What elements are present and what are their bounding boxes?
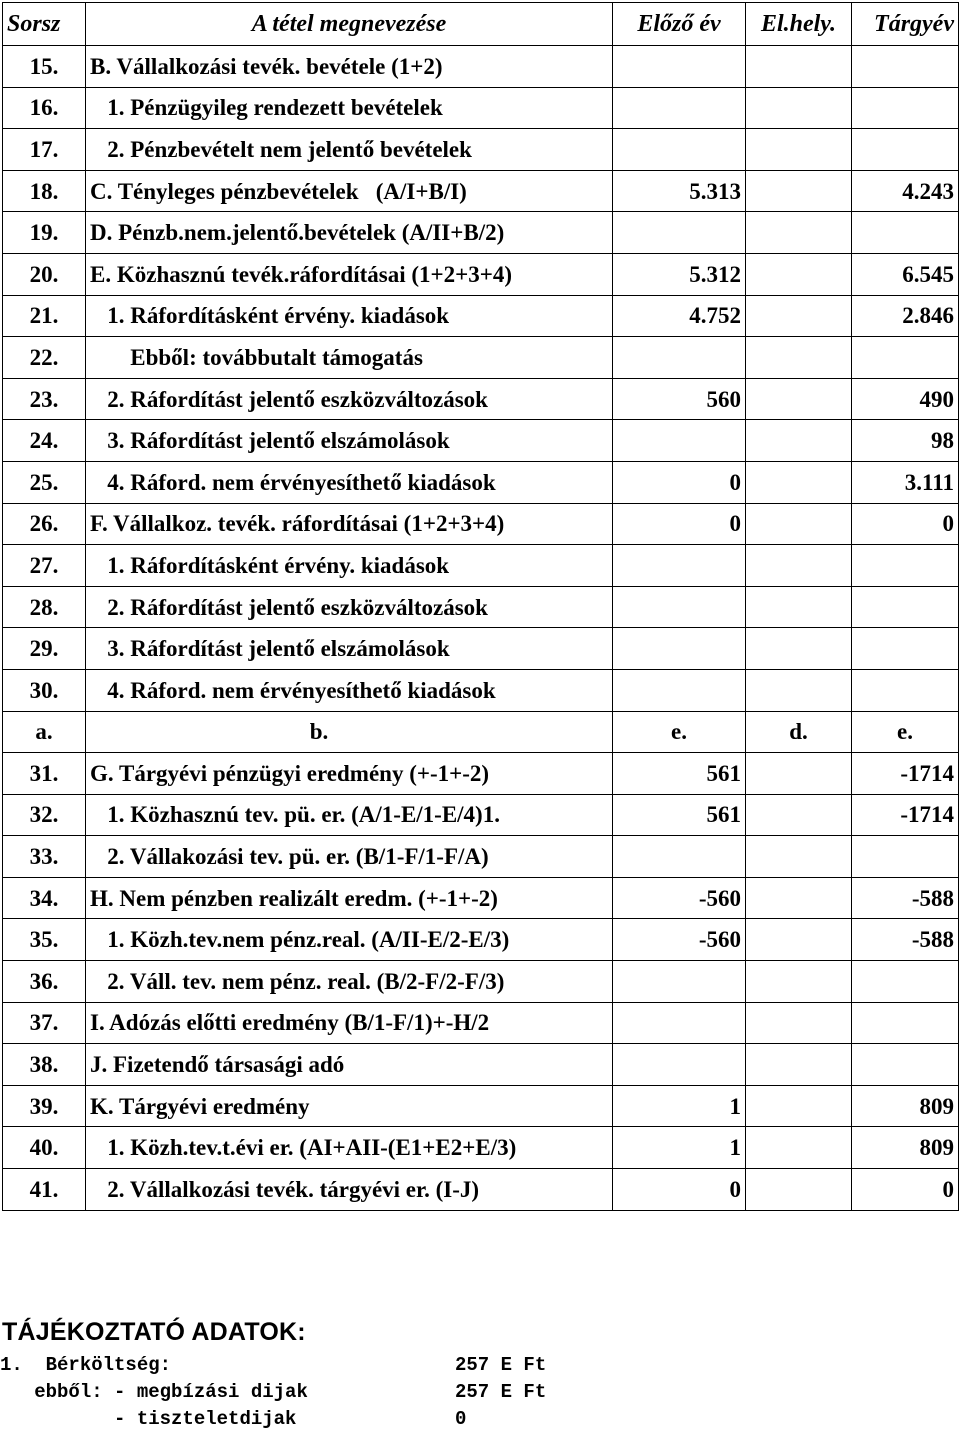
row-item-name: 2. Ráfordítást jelentő eszközváltozások	[86, 378, 613, 420]
table-row	[3, 337, 959, 379]
table-row	[3, 1085, 959, 1127]
row-number: 32.	[3, 794, 86, 836]
row-item-name: 4. Ráford. nem érvényesíthető kiadások	[86, 669, 613, 711]
row-previous-year: 1	[613, 1127, 746, 1169]
row-current-year	[852, 545, 959, 587]
info-line-label: ebből: - megbízási dijak	[0, 1381, 308, 1403]
table-row	[3, 753, 959, 795]
header-previous-year: Előző év	[613, 3, 746, 46]
row-current-year: -588	[852, 877, 959, 919]
row-adjustment	[746, 669, 852, 711]
table-row	[3, 1044, 959, 1086]
row-item-name: 2. Ráfordítást jelentő eszközváltozások	[86, 586, 613, 628]
table-row	[3, 794, 959, 836]
row-adjustment	[746, 919, 852, 961]
row-current-year	[852, 1002, 959, 1044]
row-item-name: F. Vállalkoz. tevék. ráfordításai (1+2+3+4)	[86, 503, 613, 545]
table-row	[3, 628, 959, 670]
row-number: 36.	[3, 961, 86, 1003]
row-item-name: H. Nem pénzben realizált eredm. (+-1+-2)	[86, 877, 613, 919]
row-number: 20.	[3, 253, 86, 295]
table-row	[3, 503, 959, 545]
row-current-year: -1714	[852, 753, 959, 795]
row-item-name: 1. Közhasznú tev. pü. er. (A/1-E/1-E/4)1.	[86, 794, 613, 836]
row-adjustment	[746, 794, 852, 836]
row-adjustment	[746, 1044, 852, 1086]
row-current-year	[852, 337, 959, 379]
row-item-name: 1. Közh.tev.nem pénz.real. (A/II-E/2-E/3)	[86, 919, 613, 961]
row-item-name: G. Tárgyévi pénzügyi eredmény (+-1+-2)	[86, 753, 613, 795]
row-current-year	[852, 46, 959, 88]
header-sorsz: Sorsz	[3, 3, 86, 46]
row-number: 39.	[3, 1085, 86, 1127]
row-adjustment	[746, 503, 852, 545]
info-section	[2, 1318, 306, 1347]
row-previous-year: 1	[613, 1085, 746, 1127]
row-adjustment	[746, 836, 852, 878]
row-current-year: -588	[852, 919, 959, 961]
info-line-value: 257 E Ft	[455, 1354, 547, 1376]
row-current-year	[852, 836, 959, 878]
row-current-year: 0	[852, 1169, 959, 1211]
row-item-name: B. Vállalkozási tevék. bevétele (1+2)	[86, 46, 613, 88]
row-number: 30.	[3, 669, 86, 711]
row-adjustment	[746, 586, 852, 628]
row-adjustment	[746, 46, 852, 88]
row-previous-year	[613, 836, 746, 878]
row-current-year: 3.111	[852, 461, 959, 503]
row-number: 18.	[3, 170, 86, 212]
row-adjustment	[746, 212, 852, 254]
row-adjustment	[746, 337, 852, 379]
row-previous-year: 561	[613, 794, 746, 836]
table-row	[3, 545, 959, 587]
row-adjustment	[746, 170, 852, 212]
row-number: 25.	[3, 461, 86, 503]
row-current-year: 98	[852, 420, 959, 462]
column-letters-row	[3, 711, 959, 753]
table-row	[3, 461, 959, 503]
row-current-year	[852, 586, 959, 628]
header-item-name: A tétel megnevezése	[86, 3, 613, 46]
table-row	[3, 836, 959, 878]
table-row	[3, 212, 959, 254]
row-number: 38.	[3, 1044, 86, 1086]
row-previous-year	[613, 545, 746, 587]
table-header	[3, 3, 959, 46]
info-line-value: 257 E Ft	[455, 1381, 547, 1403]
row-number: a.	[3, 711, 86, 753]
row-previous-year	[613, 1002, 746, 1044]
row-item-name: I. Adózás előtti eredmény (B/1-F/1)+-H/2	[86, 1002, 613, 1044]
row-current-year	[852, 669, 959, 711]
table-row	[3, 1127, 959, 1169]
row-previous-year	[613, 1044, 746, 1086]
row-previous-year: 4.752	[613, 295, 746, 337]
row-current-year: 490	[852, 378, 959, 420]
row-item-name: b.	[86, 711, 613, 753]
row-number: 40.	[3, 1127, 86, 1169]
table-row	[3, 420, 959, 462]
row-number: 24.	[3, 420, 86, 462]
row-number: 15.	[3, 46, 86, 88]
info-line-label: 1. Bérköltség:	[0, 1354, 172, 1376]
row-number: 37.	[3, 1002, 86, 1044]
row-previous-year: -560	[613, 919, 746, 961]
table-row	[3, 253, 959, 295]
row-number: 21.	[3, 295, 86, 337]
row-item-name: 3. Ráfordítást jelentő elszámolások	[86, 420, 613, 462]
row-current-year: 809	[852, 1085, 959, 1127]
row-previous-year: 0	[613, 503, 746, 545]
header-adjustment: El.hely.	[746, 3, 852, 46]
row-previous-year	[613, 129, 746, 171]
table-row	[3, 669, 959, 711]
row-previous-year	[613, 46, 746, 88]
row-adjustment	[746, 420, 852, 462]
row-current-year: 809	[852, 1127, 959, 1169]
row-number: 29.	[3, 628, 86, 670]
row-adjustment	[746, 129, 852, 171]
row-previous-year: e.	[613, 711, 746, 753]
row-previous-year: 560	[613, 378, 746, 420]
row-adjustment	[746, 295, 852, 337]
row-current-year: e.	[852, 711, 959, 753]
row-number: 31.	[3, 753, 86, 795]
row-adjustment: d.	[746, 711, 852, 753]
row-adjustment	[746, 545, 852, 587]
row-number: 26.	[3, 503, 86, 545]
row-previous-year	[613, 420, 746, 462]
table-row	[3, 586, 959, 628]
row-previous-year	[613, 212, 746, 254]
table-row	[3, 961, 959, 1003]
row-item-name: E. Közhasznú tevék.ráfordításai (1+2+3+4)	[86, 253, 613, 295]
table-row	[3, 170, 959, 212]
table-row	[3, 129, 959, 171]
row-number: 16.	[3, 87, 86, 129]
row-adjustment	[746, 378, 852, 420]
row-previous-year: 0	[613, 1169, 746, 1211]
row-adjustment	[746, 1169, 852, 1211]
row-current-year: 6.545	[852, 253, 959, 295]
row-item-name: 1. Pénzügyileg rendezett bevételek	[86, 87, 613, 129]
row-number: 35.	[3, 919, 86, 961]
header-current-year: Tárgyév	[852, 3, 959, 46]
row-previous-year: 561	[613, 753, 746, 795]
table-row	[3, 378, 959, 420]
row-item-name: C. Tényleges pénzbevételek (A/I+B/I)	[86, 170, 613, 212]
table-row	[3, 877, 959, 919]
row-current-year	[852, 212, 959, 254]
table-row	[3, 1169, 959, 1211]
row-item-name: 4. Ráford. nem érvényesíthető kiadások	[86, 461, 613, 503]
row-adjustment	[746, 1002, 852, 1044]
row-number: 33.	[3, 836, 86, 878]
row-adjustment	[746, 1085, 852, 1127]
row-item-name: 2. Váll. tev. nem pénz. real. (B/2-F/2-F/3)	[86, 961, 613, 1003]
table-row	[3, 46, 959, 88]
row-previous-year	[613, 586, 746, 628]
row-previous-year	[613, 337, 746, 379]
row-current-year: -1714	[852, 794, 959, 836]
row-previous-year: 5.312	[613, 253, 746, 295]
row-previous-year: -560	[613, 877, 746, 919]
row-number: 17.	[3, 129, 86, 171]
row-adjustment	[746, 1127, 852, 1169]
row-number: 19.	[3, 212, 86, 254]
table-row	[3, 87, 959, 129]
row-item-name: 2. Vállakozási tev. pü. er. (B/1-F/1-F/A)	[86, 836, 613, 878]
row-previous-year	[613, 961, 746, 1003]
row-previous-year	[613, 628, 746, 670]
row-previous-year	[613, 87, 746, 129]
row-number: 41.	[3, 1169, 86, 1211]
row-current-year	[852, 129, 959, 171]
row-previous-year: 0	[613, 461, 746, 503]
row-current-year: 4.243	[852, 170, 959, 212]
row-item-name: J. Fizetendő társasági adó	[86, 1044, 613, 1086]
row-number: 27.	[3, 545, 86, 587]
info-line-value: 0	[455, 1408, 467, 1430]
info-title: TÁJÉKOZTATÓ ADATOK:	[2, 1318, 306, 1346]
info-line-label: - tiszteletdijak	[0, 1408, 297, 1430]
row-current-year	[852, 1044, 959, 1086]
row-current-year	[852, 961, 959, 1003]
table-row	[3, 295, 959, 337]
row-adjustment	[746, 461, 852, 503]
row-adjustment	[746, 961, 852, 1003]
table-row	[3, 1002, 959, 1044]
row-previous-year	[613, 669, 746, 711]
row-item-name: 2. Pénzbevételt nem jelentő bevételek	[86, 129, 613, 171]
row-item-name: 1. Ráfordításként érvény. kiadások	[86, 295, 613, 337]
row-adjustment	[746, 87, 852, 129]
row-adjustment	[746, 253, 852, 295]
row-item-name: 2. Vállalkozási tevék. tárgyévi er. (I-J)	[86, 1169, 613, 1211]
row-item-name: 1. Ráfordításként érvény. kiadások	[86, 545, 613, 587]
row-adjustment	[746, 628, 852, 670]
row-item-name: K. Tárgyévi eredmény	[86, 1085, 613, 1127]
row-adjustment	[746, 877, 852, 919]
row-number: 22.	[3, 337, 86, 379]
row-current-year	[852, 87, 959, 129]
row-current-year: 2.846	[852, 295, 959, 337]
row-item-name: Ebből: továbbutalt támogatás	[86, 337, 613, 379]
row-number: 28.	[3, 586, 86, 628]
row-number: 34.	[3, 877, 86, 919]
row-item-name: 1. Közh.tev.t.évi er. (AI+AII-(E1+E2+E/3)	[86, 1127, 613, 1169]
row-item-name: D. Pénzb.nem.jelentő.bevételek (A/II+B/2)	[86, 212, 613, 254]
header-row	[3, 3, 959, 46]
row-previous-year: 5.313	[613, 170, 746, 212]
row-number: 23.	[3, 378, 86, 420]
row-adjustment	[746, 753, 852, 795]
row-current-year	[852, 628, 959, 670]
table-row	[3, 919, 959, 961]
table-body	[3, 46, 959, 1211]
row-current-year: 0	[852, 503, 959, 545]
report-table	[2, 2, 959, 1211]
row-item-name: 3. Ráfordítást jelentő elszámolások	[86, 628, 613, 670]
